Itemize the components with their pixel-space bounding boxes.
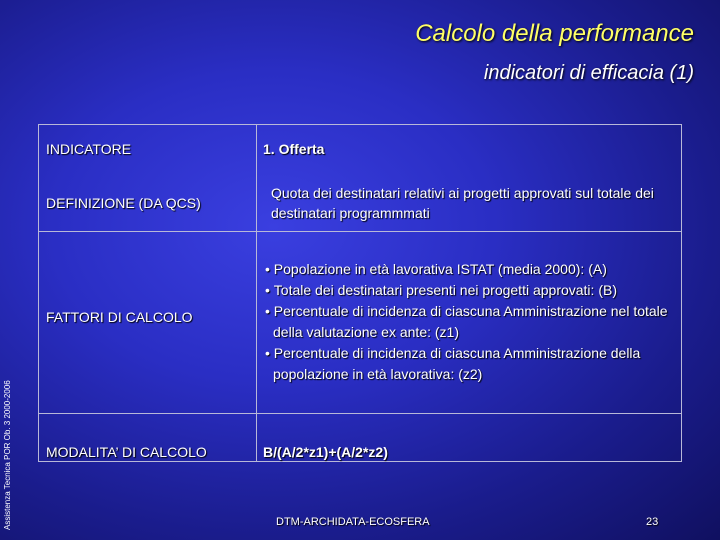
row-divider: [39, 231, 681, 232]
indicator-table: [38, 124, 682, 462]
bullet-item: • Totale dei destinatari presenti nei progetti approvati: (B): [263, 280, 673, 301]
row-label-modalita: MODALITA’ DI CALCOLO: [46, 444, 207, 460]
bullet-item: • Percentuale di incidenza di ciascuna Amministrazione nel totale della valutazione ex ante: (z1): [263, 301, 673, 343]
slide-title: Calcolo della performance: [415, 20, 694, 47]
slide-subtitle: indicatori di efficacia (1): [483, 62, 694, 84]
row-value-fattori: [263, 259, 673, 385]
row-label-indicatore: INDICATORE: [46, 141, 132, 157]
side-vertical-text: Assistenza Tecnica POR Ob. 3 2000-2006: [3, 380, 12, 530]
row-value-modalita: B/(A/2*z1)+(A/2*z2): [263, 444, 388, 460]
row-label-fattori: FATTORI DI CALCOLO: [46, 309, 193, 325]
page-number: 23: [646, 516, 659, 528]
footer-text: DTM-ARCHIDATA-ECOSFERA: [276, 516, 430, 528]
row-label-definizione: DEFINIZIONE (DA QCS): [46, 195, 201, 211]
bullet-item: • Popolazione in età lavorativa ISTAT (media 2000): (A): [263, 259, 673, 280]
row-value-definizione: Quota dei destinatari relativi ai progetti approvati sul totale dei destinatari programmmati: [271, 185, 654, 221]
bullet-item: • Percentuale di incidenza di ciascuna Amministrazione della popolazione in età lavorativa: (z2): [263, 343, 673, 385]
row-value-indicatore: 1. Offerta: [263, 141, 325, 157]
row-divider: [39, 413, 681, 414]
column-divider: [256, 125, 257, 461]
